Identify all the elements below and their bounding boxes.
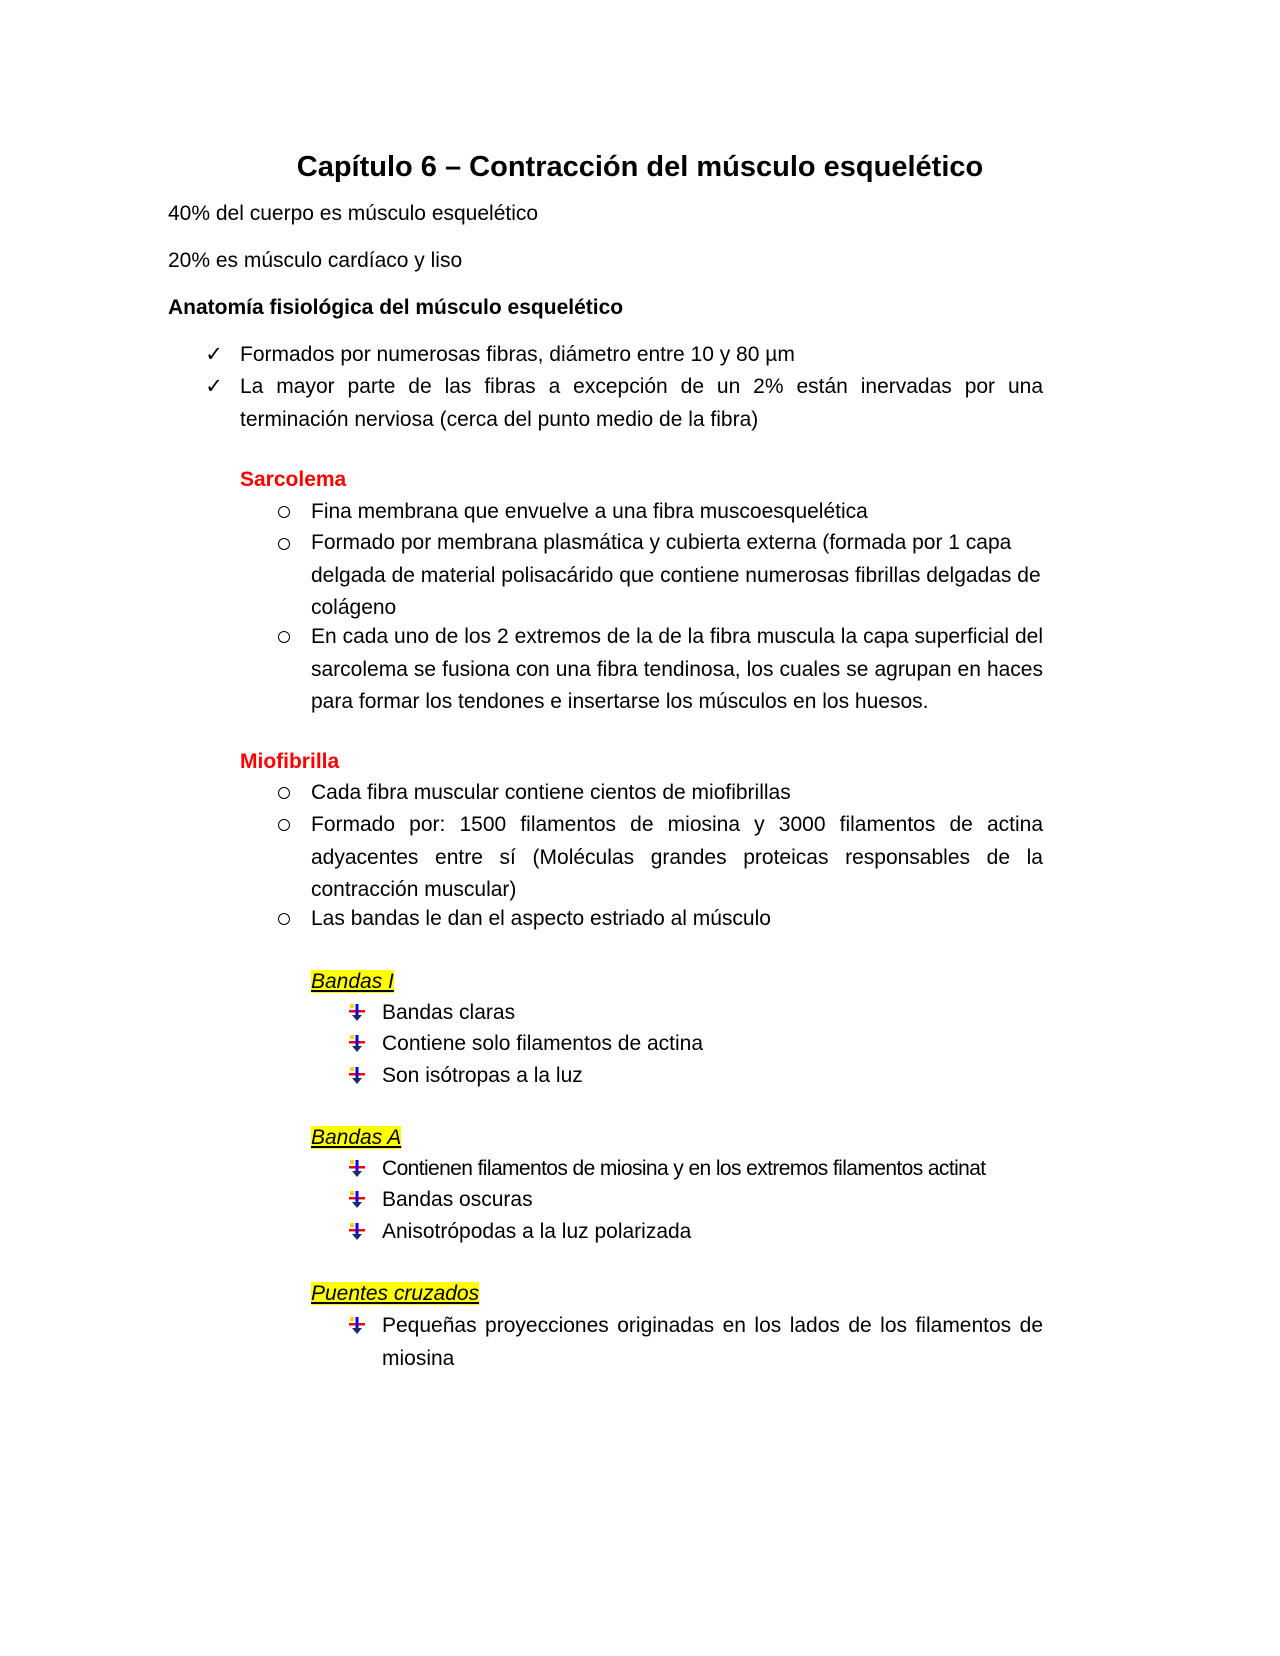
- intro-line-1: 40% del cuerpo es músculo esquelético: [168, 202, 539, 225]
- puentes-cruzados-title: [311, 1278, 479, 1310]
- sarcolema-item-1: Fina membrana que envuelve a una fibra muscoesquelética: [311, 500, 868, 523]
- hollow-circle-icon: [278, 538, 290, 550]
- down-arrow-bullet-icon: [347, 1158, 367, 1178]
- down-arrow-bullet-icon: [347, 1065, 367, 1085]
- check-icon: ✓: [205, 375, 223, 398]
- bandas-a-title: [311, 1122, 401, 1154]
- page-title: Capítulo 6 – Contracción del músculo esquelético: [296, 151, 984, 183]
- bandas-a-item-2: Bandas oscuras: [382, 1188, 533, 1211]
- down-arrow-bullet-icon: [347, 1221, 367, 1241]
- hollow-circle-icon: [278, 913, 290, 925]
- hollow-circle-icon: [278, 819, 290, 831]
- sarcolema-title: Sarcolema: [240, 468, 347, 491]
- puentes-cruzados-title-text: Puentes cruzados: [311, 1282, 480, 1305]
- check-item-1: Formados por numerosas fibras, diámetro entre 10 y 80 µm: [240, 343, 795, 366]
- miofibrilla-item-2: Formado por: 1500 filamentos de miosina y 3000 filamentos de actina adyacentes entre sí (Moléculas grandes proteicas responsables de la contracción muscular): [311, 813, 1043, 901]
- bandas-a-item-1: Contienen filamentos de miosina y en los extremos filamentos actinat: [382, 1157, 986, 1180]
- check-icon: ✓: [205, 343, 223, 366]
- miofibrilla-item-3: Las bandas le dan el aspecto estriado al músculo: [311, 907, 771, 930]
- bandas-a-title-text: Bandas A: [311, 1126, 402, 1149]
- bandas-i-item-3: Son isótropas a la luz: [382, 1064, 583, 1087]
- intro-line-2: 20% es músculo cardíaco y liso: [168, 249, 463, 272]
- down-arrow-bullet-icon: [347, 1315, 367, 1335]
- miofibrilla-title: Miofibrilla: [240, 750, 340, 773]
- hollow-circle-icon: [278, 787, 290, 799]
- bandas-i-item-2: Contiene solo filamentos de actina: [382, 1032, 704, 1055]
- bandas-a-item-3: Anisotrópodas a la luz polarizada: [382, 1220, 692, 1243]
- puentes-cruzados-item-1: Pequeñas proyecciones originadas en los lados de los filamentos de miosina: [382, 1314, 1043, 1370]
- sarcolema-item-2: Formado por membrana plasmática y cubierta externa (formada por 1 capa delgada de material polisacárido que contiene numerosas fibrillas delgadas de colágeno: [311, 531, 1041, 619]
- down-arrow-bullet-icon: [347, 1002, 367, 1022]
- miofibrilla-item-1: Cada fibra muscular contiene cientos de miofibrillas: [311, 781, 791, 804]
- hollow-circle-icon: [278, 631, 290, 643]
- bandas-i-title-text: Bandas I: [311, 970, 394, 993]
- check-item-2: La mayor parte de las fibras a excepción de un 2% están inervadas por una terminación nerviosa (cerca del punto medio de la fibra): [240, 375, 1043, 431]
- section-heading: Anatomía fisiológica del músculo esquelético: [168, 296, 624, 319]
- bandas-i-title: [311, 966, 394, 998]
- down-arrow-bullet-icon: [347, 1033, 367, 1053]
- down-arrow-bullet-icon: [347, 1189, 367, 1209]
- bandas-i-item-1: Bandas claras: [382, 1001, 516, 1024]
- hollow-circle-icon: [278, 506, 290, 518]
- sarcolema-item-3: En cada uno de los 2 extremos de la de la fibra muscula la capa superficial del sarcolema se fusiona con una fibra tendinosa, los cuales se agrupan en haces para formar los tendones e insertarse los músculos en los huesos.: [311, 625, 1043, 713]
